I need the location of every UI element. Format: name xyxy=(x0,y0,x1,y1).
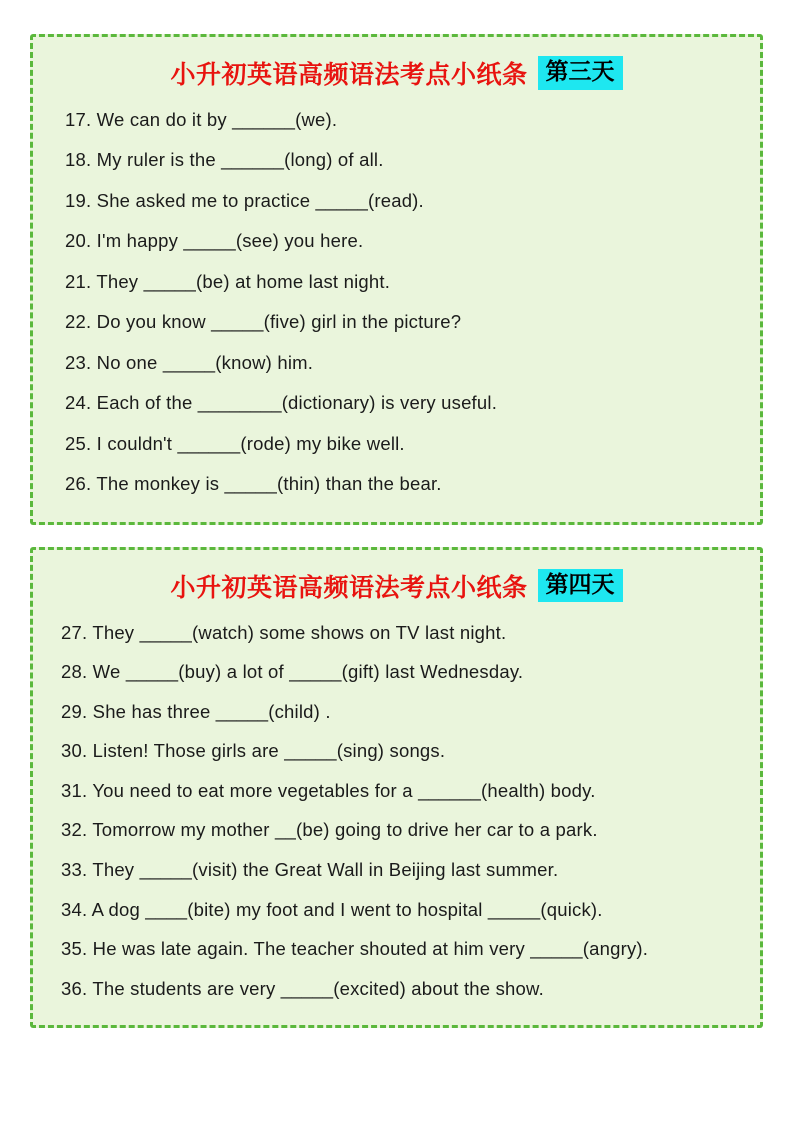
list-item: 21. They _____(be) at home last night. xyxy=(65,270,391,292)
list-item: 33. They _____(visit) the Great Wall in Beijing last summer. xyxy=(61,858,559,880)
list-item: 34. A dog ____(bite) my foot and I went to hospital _____(quick). xyxy=(61,898,603,920)
list-item: 23. No one _____(know) him. xyxy=(65,351,314,373)
list-item: 35. He was late again. The teacher shouted at him very _____(angry). xyxy=(61,938,649,960)
day-badge: 第三天 xyxy=(538,56,623,89)
list-item: 29. She has three _____(child) . xyxy=(61,700,331,722)
list-item: 18. My ruler is the ______(long) of all. xyxy=(65,149,384,171)
list-item: 22. Do you know _____(five) girl in the picture? xyxy=(65,311,462,333)
grammar-card-day-four xyxy=(30,547,763,1028)
list-item: 32. Tomorrow my mother __(be) going to drive her car to a park. xyxy=(61,819,598,841)
card-title: 小升初英语高频语法考点小纸条 xyxy=(170,573,528,602)
list-item: 31. You need to eat more vegetables for a ______(health) body. xyxy=(61,779,596,801)
list-item: 19. She asked me to practice _____(read). xyxy=(65,189,424,211)
list-item: 28. We _____(buy) a lot of _____(gift) last Wednesday. xyxy=(61,661,524,683)
grammar-card-day-three xyxy=(30,34,763,525)
card-title: 小升初英语高频语法考点小纸条 xyxy=(170,61,528,89)
list-item: 24. Each of the ________(dictionary) is very useful. xyxy=(65,392,498,414)
question-list xyxy=(51,101,742,504)
list-item: 26. The monkey is _____(thin) than the bear. xyxy=(65,473,442,495)
list-item: 17. We can do it by ______(we). xyxy=(65,109,338,130)
list-item: 36. The students are very _____(excited) about the show. xyxy=(61,977,544,999)
question-list xyxy=(51,614,742,1007)
card-header xyxy=(51,55,742,91)
list-item: 27. They _____(watch) some shows on TV last night. xyxy=(61,621,507,643)
day-badge: 第四天 xyxy=(538,569,623,602)
list-item: 25. I couldn't ______(rode) my bike well. xyxy=(65,432,405,454)
card-header xyxy=(51,568,742,604)
list-item: 30. Listen! Those girls are _____(sing) songs. xyxy=(61,740,446,762)
list-item: 20. I'm happy _____(see) you here. xyxy=(65,230,364,252)
